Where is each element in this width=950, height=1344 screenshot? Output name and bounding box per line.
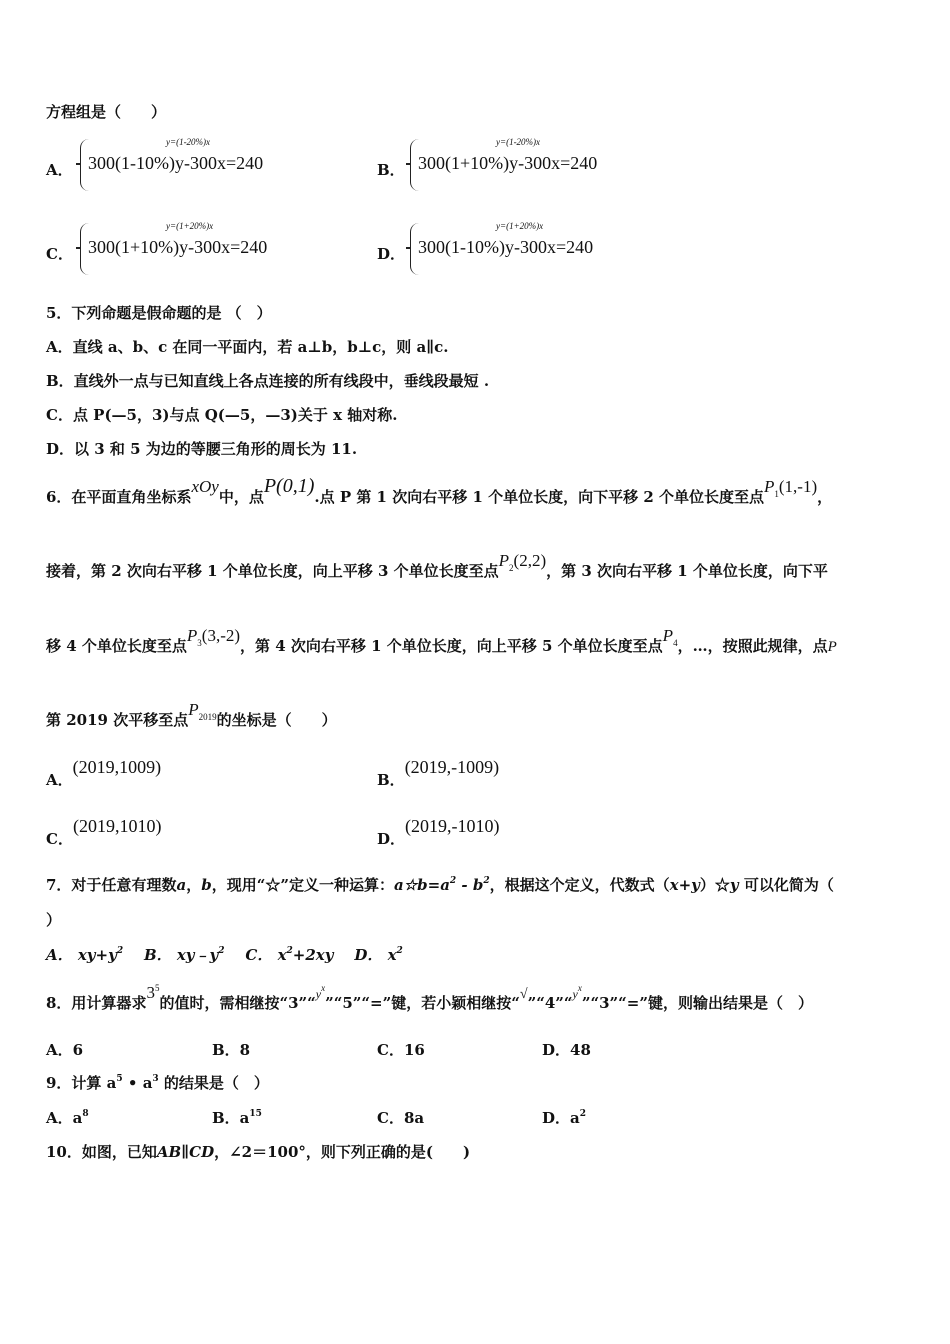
- q7-option-a: A． $xy+y^2$: [46, 946, 124, 964]
- q9-option-a: A．$a^8$: [46, 1109, 89, 1127]
- q8-option-a: A．6: [46, 1041, 84, 1059]
- equation-top: y=(1-20%)x: [496, 137, 541, 147]
- q6-text: ，第 3 次向右平移 1 个单位长度，向下平: [546, 562, 828, 580]
- equation-bottom: 300(1-10%)y-300x=240: [88, 153, 264, 173]
- point-p1: $P_1(1,-1)$: [763, 477, 818, 499]
- q7-option-b: B． $xy﹣y^2$: [143, 946, 225, 964]
- equation-bottom: 300(1+10%)y-300x=240: [88, 237, 268, 257]
- q7-option-d: D． $x^2$: [354, 946, 403, 964]
- q9-option-d: D．$a^2$: [542, 1109, 586, 1127]
- q6-text: 接着，第 2 次向右平移 1 个单位长度，向上平移 3 个单位长度至点: [46, 562, 499, 580]
- q4-option-b-label: B．: [377, 161, 405, 179]
- q10-stem: 10．如图，已知AB∥CD，∠2＝100°，则下列正确的是( ): [46, 1143, 471, 1161]
- equation-bottom: 300(1+10%)y-300x=240: [418, 153, 598, 173]
- q6-option-b: B．(2019,-1009): [377, 757, 500, 789]
- q5-option-c: C．点 P(—5，3)与点 Q(—5，—3)关于 x 轴对称.: [46, 406, 398, 424]
- q5-stem: 5．下列命题是假命题的是 （ ）: [46, 304, 272, 322]
- power-key-icon: yx: [572, 983, 582, 1001]
- operation-definition: $a☆b=a^2 - b^2$: [393, 876, 490, 894]
- q4-option-d-label: D．: [377, 245, 406, 263]
- q6-text: 第 2019 次平移至点: [46, 711, 189, 729]
- point-p2019: $P_{2019}$: [188, 700, 217, 722]
- q6-text: 6．在平面直角坐标系: [46, 488, 192, 506]
- q6-text: ，: [817, 488, 833, 506]
- q8-option-c: C．16: [377, 1041, 425, 1059]
- q8-line-1: 8．用计算器求$3^5$的值时，需相继按“3”“$^{y^x}$”“5”“=”键，若小颖相继按“√”“4”“$^{y^x}$”“3”“=”键，则输出结果是（ ）: [46, 983, 814, 1012]
- power-key-icon: yx: [315, 983, 326, 1001]
- equation-bottom: 300(1-10%)y-300x=240: [418, 237, 594, 257]
- q9-option-b: B．$a^{15}$: [212, 1109, 262, 1127]
- q5-option-d: D．以 3 和 5 为边的等腰三角形的周长为 11.: [46, 440, 358, 458]
- q6-text: ，…，按照此规律，点: [677, 637, 828, 655]
- q6-text: 中，点: [218, 488, 264, 506]
- q6-option-a: A．(2019,1009): [46, 757, 162, 789]
- q8-option-d: D．48: [542, 1041, 591, 1059]
- point-p3: $P_3(3,-2)$: [186, 626, 241, 648]
- coordinate-system-symbol: xOy: [191, 477, 219, 496]
- q6-text: 的坐标是（ ）: [216, 711, 337, 729]
- sqrt-key-icon: √: [519, 987, 528, 1002]
- q7-options: [46, 945, 403, 968]
- q6-text: ，第 4 次向右平移 1 个单位长度，向上平移 5 个单位长度至点: [240, 637, 663, 655]
- point-p4: $P_4$: [662, 626, 678, 648]
- system-intro: 方程组是（ ）: [46, 103, 167, 121]
- q7-line-1: 7．对于任意有理数a，b，现用“☆”定义一种运算：$a☆b=a^2 - b^2$，根据这个定义，代数式（x+y）☆y 可以化简为（: [46, 876, 834, 894]
- q6-text: 移 4 个单位长度至点: [46, 637, 187, 655]
- q6-text: .点 P 第 1 次向右平移 1 个单位长度，向下平移 2 个单位长度至点: [314, 488, 764, 506]
- q6-option-d: D．(2019,-1010): [377, 816, 500, 848]
- q9-stem: 9．计算 $a^5$ • $a^3$ 的结果是（ ）: [46, 1074, 269, 1092]
- equation-top: y=(1+20%)x: [166, 221, 214, 231]
- q6-option-c: C．(2019,1010): [46, 816, 162, 848]
- q5-option-a: A．直线 a、b、c 在同一平面内，若 a⊥b，b⊥c，则 a∥c.: [46, 338, 449, 356]
- q6-line-1: [46, 475, 833, 509]
- point-p2: $P_2(2,2)$: [498, 551, 547, 573]
- q8-option-b: B．8: [212, 1041, 251, 1059]
- point-p-symbol: P: [827, 639, 837, 655]
- q7-line-2: ）: [46, 911, 62, 929]
- equation-top: y=(1-20%)x: [166, 137, 211, 147]
- q4-option-a-label: A．: [46, 161, 73, 179]
- q5-option-b: B．直线外一点与已知直线上各点连接的所有线段中，垂线段最短 .: [46, 372, 490, 390]
- q7-option-c: C． $x^2+2xy$: [245, 946, 334, 964]
- q6-line-2: [46, 551, 828, 583]
- q4-option-c-label: C．: [46, 245, 73, 263]
- equation-top: y=(1+20%)x: [496, 221, 544, 231]
- q9-option-c: C．8a: [377, 1109, 425, 1127]
- point-p0: P(0,1): [263, 475, 315, 497]
- q6-line-4: [46, 700, 337, 732]
- q6-line-3: [46, 626, 837, 658]
- power-expression: $3^5$: [146, 983, 160, 1002]
